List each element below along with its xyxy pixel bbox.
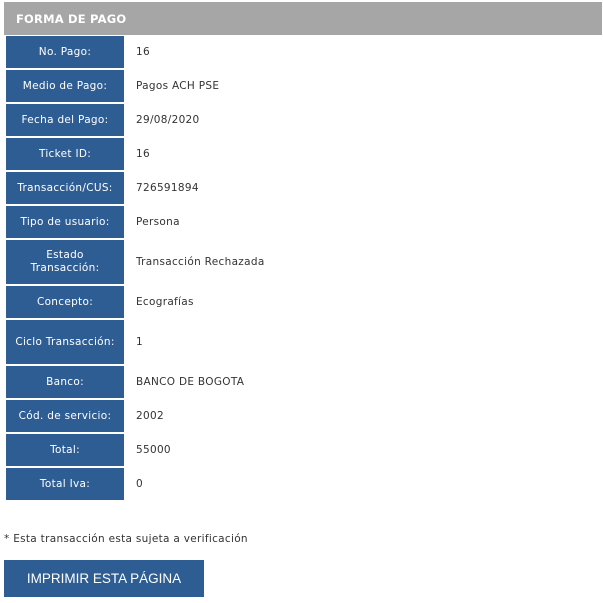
value-ciclo-transaccion: 1 [136,336,143,348]
row-fecha-del-pago [6,104,602,136]
value-banco: BANCO DE BOGOTA [136,376,245,388]
label-transaccion-cus: Transacción/CUS: [6,172,124,204]
value-ticket-id: 16 [136,148,150,160]
section-header [4,2,602,35]
row-estado-transaccion [6,240,602,284]
row-ciclo-transaccion [6,320,602,364]
row-medio-de-pago [6,70,602,102]
value-concepto: Ecografías [136,296,194,308]
label-concepto: Concepto: [6,286,124,318]
label-cod-de-servicio: Cód. de servicio: [6,400,124,432]
value-estado-transaccion: Transacción Rechazada [136,256,265,268]
row-tipo-de-usuario [6,206,602,238]
label-total: Total: [6,434,124,466]
value-no-pago: 16 [136,46,150,58]
verification-note: * Esta transacción esta sujeta a verificación [4,533,248,545]
label-fecha-del-pago: Fecha del Pago: [6,104,124,136]
value-transaccion-cus: 726591894 [136,182,199,194]
print-page-button[interactable]: IMPRIMIR ESTA PÁGINA [4,560,204,597]
row-ticket-id [6,138,602,170]
row-cod-de-servicio [6,400,602,432]
value-total: 55000 [136,444,171,456]
value-tipo-de-usuario: Persona [136,216,180,228]
payment-details-table [6,36,602,502]
value-cod-de-servicio: 2002 [136,410,164,422]
value-fecha-del-pago: 29/08/2020 [136,114,200,126]
label-total-iva: Total Iva: [6,468,124,500]
row-banco [6,366,602,398]
label-ciclo-transaccion: Ciclo Transacción: [6,320,124,364]
label-estado-transaccion: Estado Transacción: [6,240,124,284]
value-medio-de-pago: Pagos ACH PSE [136,80,220,92]
label-medio-de-pago: Medio de Pago: [6,70,124,102]
row-total-iva [6,468,602,500]
row-no-pago [6,36,602,68]
row-total [6,434,602,466]
label-ticket-id: Ticket ID: [6,138,124,170]
label-no-pago: No. Pago: [6,36,124,68]
label-banco: Banco: [6,366,124,398]
value-total-iva: 0 [136,478,143,490]
label-tipo-de-usuario: Tipo de usuario: [6,206,124,238]
row-concepto [6,286,602,318]
row-transaccion-cus [6,172,602,204]
section-title: FORMA DE PAGO [16,11,127,26]
